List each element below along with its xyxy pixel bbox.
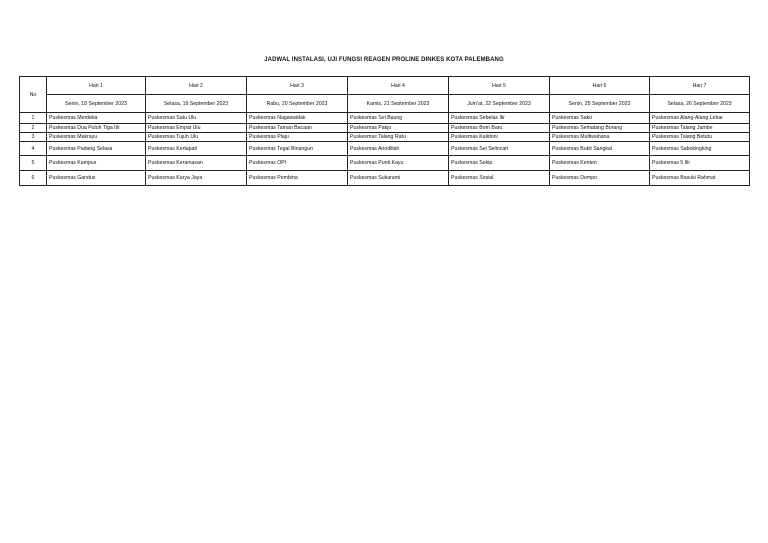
column-header-day-2: Hari 2 (146, 77, 247, 95)
column-date-day-2: Selasa, 19 September 2023 (146, 95, 247, 113)
table-cell: Puskesmas Sekip (449, 156, 550, 171)
table-cell: Puskesmas Sebelas Ilir (449, 113, 550, 124)
table-cell: Puskesmas Talang Jambe (650, 124, 750, 133)
table-row (20, 113, 750, 124)
column-date-day-1: Senin, 18 September 2023 (47, 95, 146, 113)
column-header-day-7: Hari 7 (650, 77, 750, 95)
table-cell: Puskesmas Karya Jaya (146, 171, 247, 186)
table-cell: Puskesmas Pakjo (348, 124, 449, 133)
table-cell: Puskesmas Dempo (550, 171, 650, 186)
table-cell: Puskesmas Merdeka (47, 113, 146, 124)
table-cell: Puskesmas Multiwahana (550, 133, 650, 142)
column-date-day-3: Rabu, 20 September 2023 (247, 95, 348, 113)
table-cell: Puskesmas Makrayu (47, 133, 146, 142)
table-cell: Puskesmas Padang Selasa (47, 142, 146, 156)
column-date-day-5: Jum'at, 22 September 2023 (449, 95, 550, 113)
column-header-day-6: Hari 6 (550, 77, 650, 95)
table-cell: Puskesmas Sei Selincah (449, 142, 550, 156)
row-number: 3 (20, 133, 47, 142)
row-number: 2 (20, 124, 47, 133)
table-cell: Puskesmas Sei Baung (348, 113, 449, 124)
table-cell: Puskesmas Ariodillah (348, 142, 449, 156)
row-number: 5 (20, 156, 47, 171)
table-cell: Puskesmas Dua Puluh Tiga Ilir (47, 124, 146, 133)
table-cell: Puskesmas Nagaswidak (247, 113, 348, 124)
table-cell: Puskesmas Sukarami (348, 171, 449, 186)
table-cell: Puskesmas Sematang Borang (550, 124, 650, 133)
table-row (20, 124, 750, 133)
table-cell: Puskesmas Sako (550, 113, 650, 124)
row-number: 6 (20, 171, 47, 186)
schedule-table (19, 76, 750, 186)
column-header-day-1: Hari 1 (47, 77, 146, 95)
table-cell: Puskesmas OPI (247, 156, 348, 171)
table-row (20, 171, 750, 186)
table-cell: Puskesmas Sabokingking (650, 142, 750, 156)
column-header-day-3: Hari 3 (247, 77, 348, 95)
table-cell: Puskesmas 5 Ilir (650, 156, 750, 171)
column-date-day-7: Selasa, 26 September 2023 (650, 95, 750, 113)
header-row-dates (20, 95, 750, 113)
table-cell: Puskesmas Kampus (47, 156, 146, 171)
table-cell: Puskesmas Plaju (247, 133, 348, 142)
table-cell: Puskesmas Bukit Sangkal (550, 142, 650, 156)
table-cell: Puskesmas Sosial (449, 171, 550, 186)
table-cell: Puskesmas Pembina (247, 171, 348, 186)
column-date-day-4: Kamis, 21 September 2023 (348, 95, 449, 113)
table-cell: Puskesmas Gandus (47, 171, 146, 186)
table-cell: Puskesmas Alang-Alang Lebar (650, 113, 750, 124)
page-title: JADWAL INSTALASI, UJI FUNGSI REAGEN PROLINE DINKES KOTA PALEMBANG (264, 57, 504, 63)
column-header-no: No (20, 77, 47, 113)
column-date-day-6: Senin, 25 September 2023 (550, 95, 650, 113)
table-cell: Puskesmas Talang Betutu (650, 133, 750, 142)
row-number: 1 (20, 113, 47, 124)
table-cell: Puskesmas Talang Ratu (348, 133, 449, 142)
table-cell: Puskesmas Keramasan (146, 156, 247, 171)
table-cell: Puskesmas Tegal Binangun (247, 142, 348, 156)
table-cell: Puskesmas Taman Bacaan (247, 124, 348, 133)
table-cell: Puskesmas Punti Kayu (348, 156, 449, 171)
table-cell: Puskesmas Kertapati (146, 142, 247, 156)
table-cell: Puskesmas Kenten (550, 156, 650, 171)
table-cell: Puskesmas Empat Ulu (146, 124, 247, 133)
table-cell: Puskesmas Basuki Rahmat (650, 171, 750, 186)
table-row (20, 142, 750, 156)
table-row (20, 133, 750, 142)
column-header-day-5: Hari 5 (449, 77, 550, 95)
column-header-day-4: Hari 4 (348, 77, 449, 95)
table-cell: Puskesmas Tujuh Ulu (146, 133, 247, 142)
row-number: 4 (20, 142, 47, 156)
table-cell: Puskesmas Kalidoni (449, 133, 550, 142)
table-cell: Puskesmas Satu Ulu (146, 113, 247, 124)
header-row-days (20, 77, 750, 95)
table-cell: Puskesmas Bom Baru (449, 124, 550, 133)
table-row (20, 156, 750, 171)
